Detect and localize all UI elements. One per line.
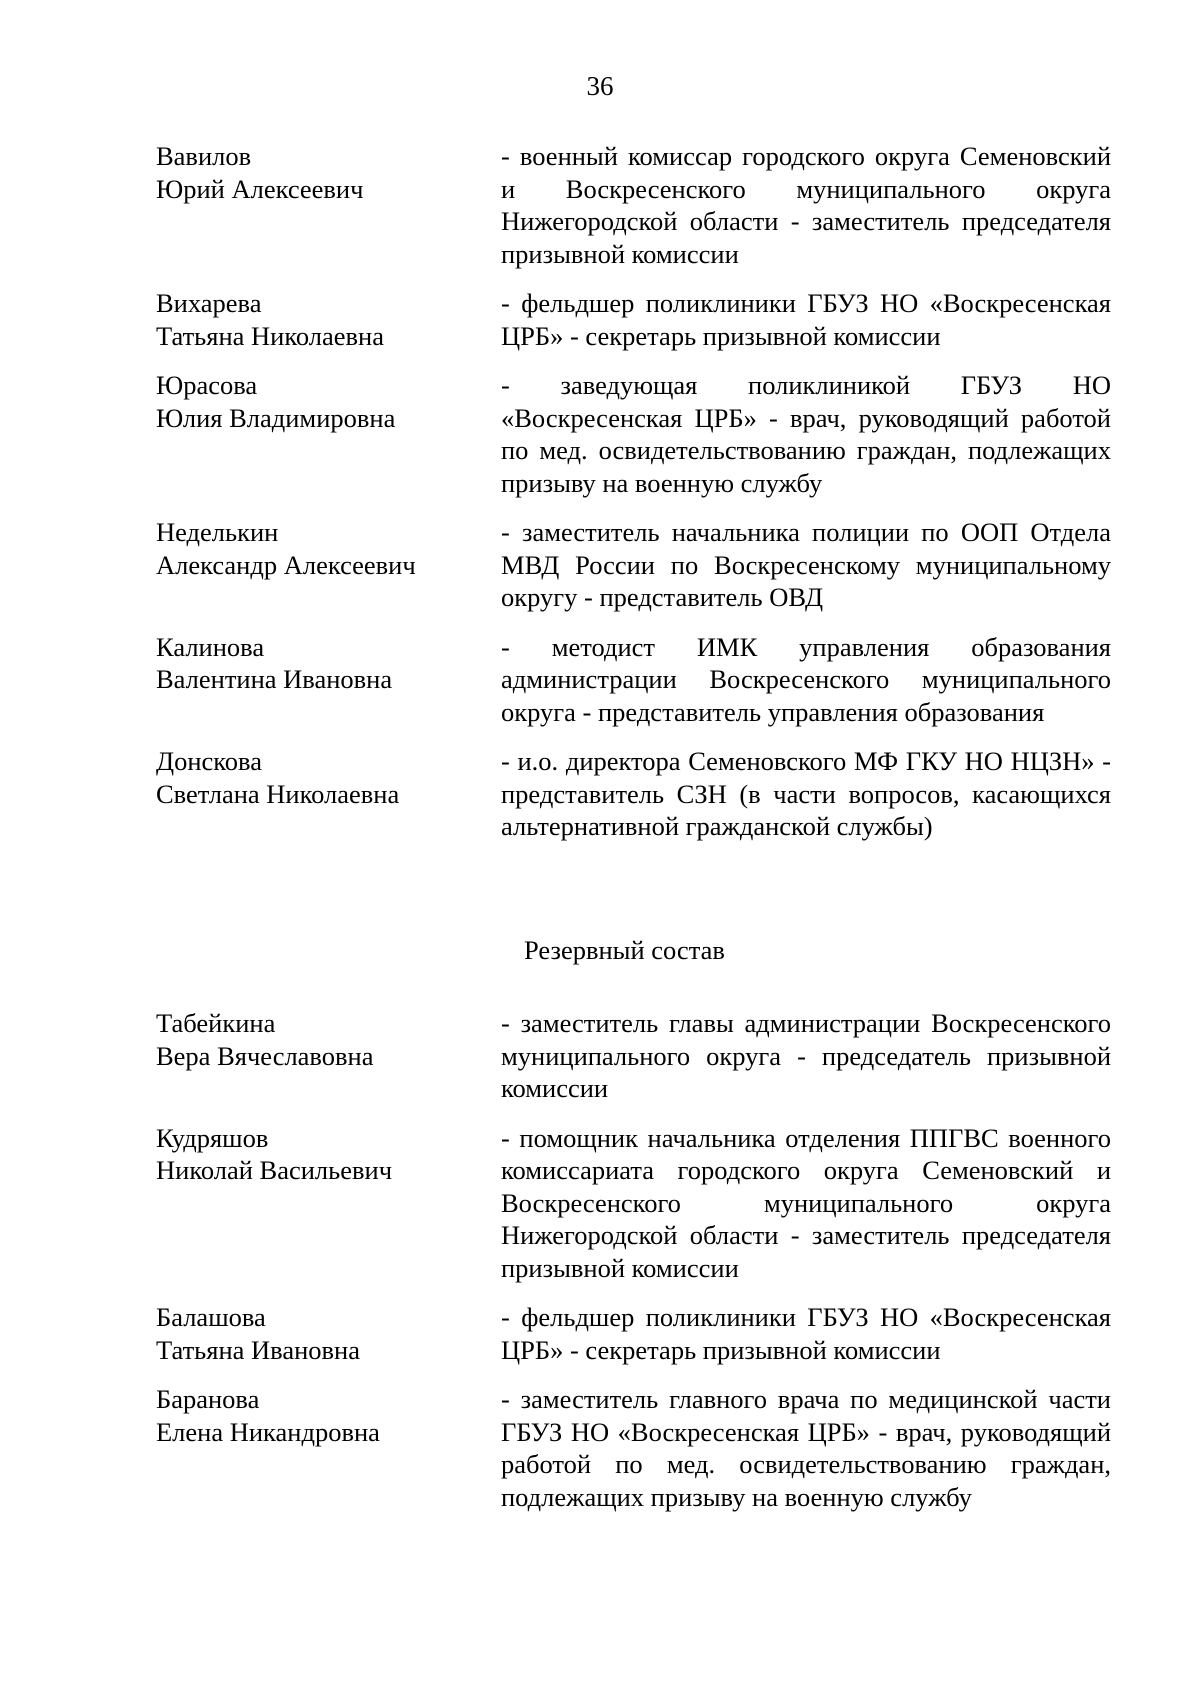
- member-role: - заместитель главного врача по медицинской части ГБУЗ НО «Воскресенская ЦРБ» - врач, руководящий работой по мед. освидетельствованию граждан, подлежащих призыву на военную службу: [501, 1384, 1111, 1512]
- member-given-name: Юлия Владимировна: [156, 402, 396, 433]
- member-role: - фельдшер поликлиники ГБУЗ НО «Воскресенская ЦРБ» - секретарь призывной комиссии: [501, 1302, 1111, 1365]
- member-given-name: Валентина Ивановна: [156, 664, 393, 694]
- member-entry-baranova: [156, 1383, 1112, 1513]
- member-surname: Юрасова: [156, 370, 258, 400]
- member-surname: Вавилов: [156, 141, 252, 171]
- member-given-name: Светлана Николаевна: [156, 778, 400, 809]
- member-surname: Калинова: [156, 631, 265, 662]
- member-entry-tabeikina: [156, 1007, 1112, 1105]
- member-entry-vavilov: [156, 140, 1112, 270]
- member-role: - военный комиссар городского округа Семеновский и Воскресенского муниципального округа Нижегородской области - заместитель председателя призывной комиссии: [501, 141, 1111, 269]
- member-surname: Табейкина: [156, 1008, 276, 1038]
- member-role: - помощник начальника отделения ППГВС военного комиссариата городского округа Семеновский и Воскресенского муниципального округа Нижегородской области - заместитель председателя призывной комиссии: [501, 1122, 1111, 1283]
- member-surname: Балашова: [156, 1302, 266, 1332]
- reserve-section-title: Резервный состав: [524, 935, 725, 965]
- member-role: - заместитель начальника полиции по ООП Отдела МВД России по Воскресенскому муниципальному округу - представитель ОВД: [501, 517, 1111, 612]
- member-surname: Баранова: [156, 1384, 260, 1414]
- member-name: [156, 1301, 496, 1366]
- member-entry-kudryashov: [156, 1122, 1112, 1285]
- member-name: [156, 1122, 496, 1187]
- member-role: - фельдшер поликлиники ГБУЗ НО «Воскресенская ЦРБ» - секретарь призывной комиссии: [501, 288, 1111, 351]
- member-given-name: Вера Вячеславовна: [156, 1040, 374, 1071]
- member-role: - методист ИМК управления образования администрации Воскресенского муниципального округа - представитель управления образования: [501, 631, 1111, 727]
- member-name: [156, 287, 496, 352]
- member-entry-kalinova: [156, 631, 1112, 729]
- page-number: 36: [586, 71, 614, 101]
- member-surname: Кудряшов: [156, 1122, 269, 1153]
- member-name: [156, 140, 496, 205]
- member-entry-vikhareva: [156, 287, 1112, 352]
- member-given-name: Юрий Алексеевич: [156, 173, 364, 204]
- member-given-name: Александр Алексеевич: [156, 549, 416, 580]
- member-surname: Вихарева: [156, 288, 262, 318]
- member-given-name: Елена Никандровна: [156, 1416, 380, 1447]
- member-role: - заместитель главы администрации Воскресенского муниципального округа - председатель призывной комиссии: [501, 1008, 1111, 1103]
- member-name: [156, 1383, 496, 1448]
- member-given-name: Николай Васильевич: [156, 1155, 393, 1185]
- member-name: [156, 745, 496, 810]
- member-given-name: Татьяна Ивановна: [156, 1334, 360, 1365]
- member-name: [156, 369, 496, 434]
- member-entry-balashova: [156, 1301, 1112, 1366]
- member-given-name: Татьяна Николаевна: [156, 320, 384, 351]
- member-entry-donskova: [156, 745, 1112, 843]
- main-members-list: [156, 140, 1112, 843]
- member-name: [156, 1007, 496, 1072]
- member-role: - заведующая поликлиникой ГБУЗ НО «Воскресенская ЦРБ» - врач, руководящий работой по мед. освидетельствованию граждан, подлежащих призыву на военную службу: [501, 370, 1111, 498]
- member-surname: Донскова: [156, 746, 262, 776]
- reserve-members-list: [156, 1007, 1112, 1513]
- member-name: [156, 516, 496, 581]
- member-role: - и.о. директора Семеновского МФ ГКУ НО НЦЗН» - представитель СЗН (в части вопросов, касающихся альтернативной гражданской службы): [501, 746, 1111, 841]
- member-surname: Неделькин: [156, 517, 279, 547]
- member-entry-yurasova: [156, 369, 1112, 499]
- member-entry-nedelkin: [156, 516, 1112, 614]
- member-name: [156, 631, 496, 696]
